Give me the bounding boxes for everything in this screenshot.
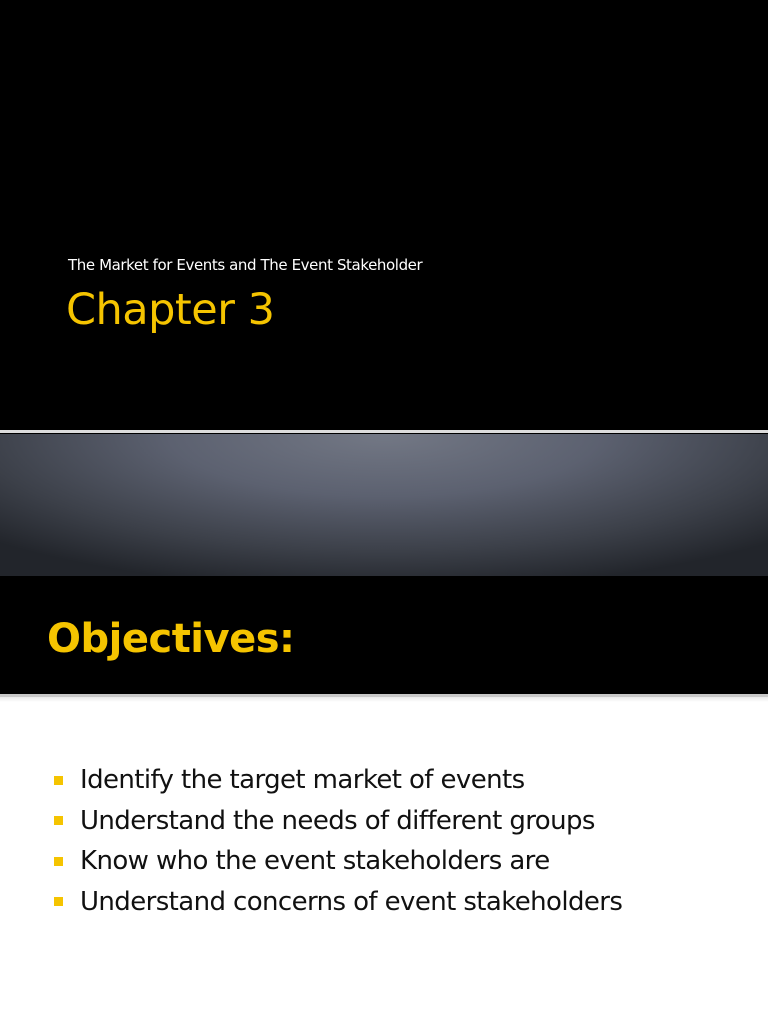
list-item (54, 760, 622, 801)
objectives-slide (0, 576, 768, 1024)
square-bullet-icon (54, 816, 63, 825)
slide-subtitle: The Market for Events and The Event Stakeholder (68, 256, 423, 274)
slide-title: Chapter 3 (66, 285, 275, 335)
list-item-text: Understand concerns of event stakeholders (80, 886, 623, 917)
list-item (54, 801, 622, 842)
decorative-gradient-band (0, 434, 768, 576)
list-item-text: Know who the event stakeholders are (80, 846, 550, 877)
list-item-text: Identify the target market of events (80, 765, 525, 796)
list-item (54, 882, 622, 923)
square-bullet-icon (54, 857, 63, 866)
header-divider-shadow (0, 697, 768, 702)
square-bullet-icon (54, 897, 63, 906)
objectives-list (54, 760, 622, 922)
list-item-text: Understand the needs of different groups (80, 805, 595, 836)
objectives-heading: Objectives: (47, 616, 295, 662)
header-band (0, 576, 768, 694)
list-item (54, 841, 622, 882)
slide-divider (0, 430, 768, 433)
square-bullet-icon (54, 776, 63, 785)
